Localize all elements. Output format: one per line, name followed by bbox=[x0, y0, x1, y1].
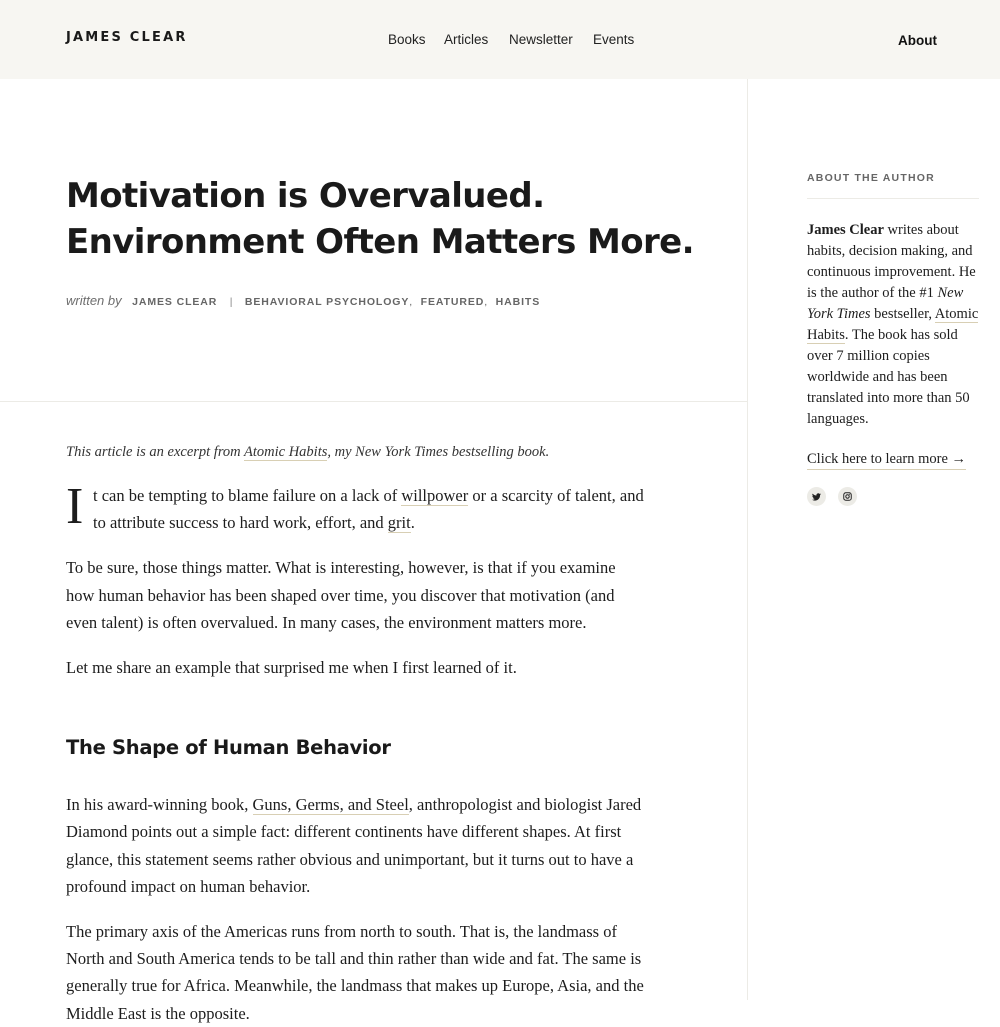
sidebar-heading: ABOUT THE AUTHOR bbox=[807, 172, 979, 199]
bio-text: . The book has sold over 7 million copies worldwide and has been translated into more than 50 languages. bbox=[807, 327, 970, 427]
social-links bbox=[807, 487, 979, 506]
paragraph-text: , anthropologist and biologist Jared Diamond points out a simple fact: different continents have different shapes. At first glance, this statement seems rather obvious and unimportant, but it turns out to have a profound impact on human behavior. bbox=[66, 795, 642, 896]
intro-note bbox=[66, 440, 646, 464]
category-featured[interactable]: FEATURED bbox=[420, 296, 485, 308]
learn-more-link[interactable]: Click here to learn more → bbox=[807, 449, 966, 470]
instagram-button[interactable] bbox=[838, 487, 857, 506]
title-line-2: Environment Often Matters More. bbox=[66, 222, 694, 262]
paragraph: Let me share an example that surprised me when I first learned of it. bbox=[66, 658, 517, 678]
intro-prefix: This article is an excerpt from bbox=[66, 444, 245, 460]
twitter-icon bbox=[812, 493, 821, 501]
nav-about[interactable]: About bbox=[898, 33, 937, 48]
section-heading: The Shape of Human Behavior bbox=[66, 736, 391, 760]
page-title bbox=[66, 173, 706, 265]
intro-suffix: , my New York Times bestselling book. bbox=[327, 444, 550, 460]
grit-link[interactable]: grit bbox=[387, 513, 411, 533]
sidebar-divider bbox=[747, 79, 748, 1000]
nav-articles[interactable]: Articles bbox=[444, 32, 489, 47]
bio-atomic-habits-link[interactable]: Atomic Habits bbox=[807, 306, 979, 343]
site-logo[interactable]: JAMES CLEAR bbox=[66, 30, 188, 45]
nav-events[interactable]: Events bbox=[593, 32, 635, 47]
author-bio bbox=[807, 220, 979, 430]
paragraph bbox=[66, 791, 646, 900]
atomic-habits-link[interactable]: Atomic Habits bbox=[244, 444, 328, 460]
bio-name: James Clear bbox=[807, 222, 884, 238]
lead-paragraph bbox=[66, 478, 646, 536]
title-line-1: Motivation is Overvalued. bbox=[66, 176, 545, 216]
site-header bbox=[0, 0, 1000, 79]
bio-text: writes about habits, decision making, and continuous improvement. He is the author of the #1 bbox=[807, 222, 976, 301]
lead-text: or a scarcity of talent, and to attribute success to hard work, effort, and bbox=[93, 486, 644, 533]
drop-cap: I bbox=[66, 478, 84, 535]
paragraph: To be sure, those things matter. What is interesting, however, is that if you examine how human behavior has been shaped over time, you discover that motivation (and even talent) is often overvalued. In many cases, the environment matters more. bbox=[66, 558, 616, 632]
bio-emphasis: New York Times bbox=[807, 285, 964, 322]
paragraph-text: In his award-winning book, bbox=[66, 795, 253, 815]
byline bbox=[66, 292, 540, 310]
title-divider bbox=[0, 401, 748, 402]
category-comma: , bbox=[409, 296, 413, 308]
nav-newsletter[interactable]: Newsletter bbox=[509, 32, 573, 47]
written-by-label: written by bbox=[66, 293, 122, 308]
twitter-button[interactable] bbox=[807, 487, 826, 506]
lead-text: t can be tempting to blame failure on a lack of bbox=[93, 486, 402, 505]
article-body bbox=[66, 440, 646, 1027]
guns-germs-steel-link[interactable]: Guns, Germs, and Steel bbox=[252, 795, 409, 815]
willpower-link[interactable]: willpower bbox=[401, 486, 469, 505]
category-comma: , bbox=[484, 296, 488, 308]
lead-text: . bbox=[410, 513, 415, 533]
bio-text: bestseller, bbox=[870, 306, 935, 322]
author-link[interactable]: JAMES CLEAR bbox=[132, 296, 218, 308]
byline-separator: | bbox=[229, 296, 233, 308]
category-habits[interactable]: HABITS bbox=[495, 296, 541, 308]
instagram-icon bbox=[843, 492, 852, 501]
nav-books[interactable]: Books bbox=[388, 32, 426, 47]
category-behavioral-psychology[interactable]: BEHAVIORAL PSYCHOLOGY bbox=[244, 296, 410, 308]
paragraph: The primary axis of the Americas runs from north to south. That is, the landmass of North and South America tends to be tall and thin rather than wide and fat. The same is generally true for Africa. Meanwhile, the landmass that makes up Europe, Asia, and the Middle East is the opposite. bbox=[66, 922, 644, 1023]
sidebar bbox=[807, 172, 979, 506]
